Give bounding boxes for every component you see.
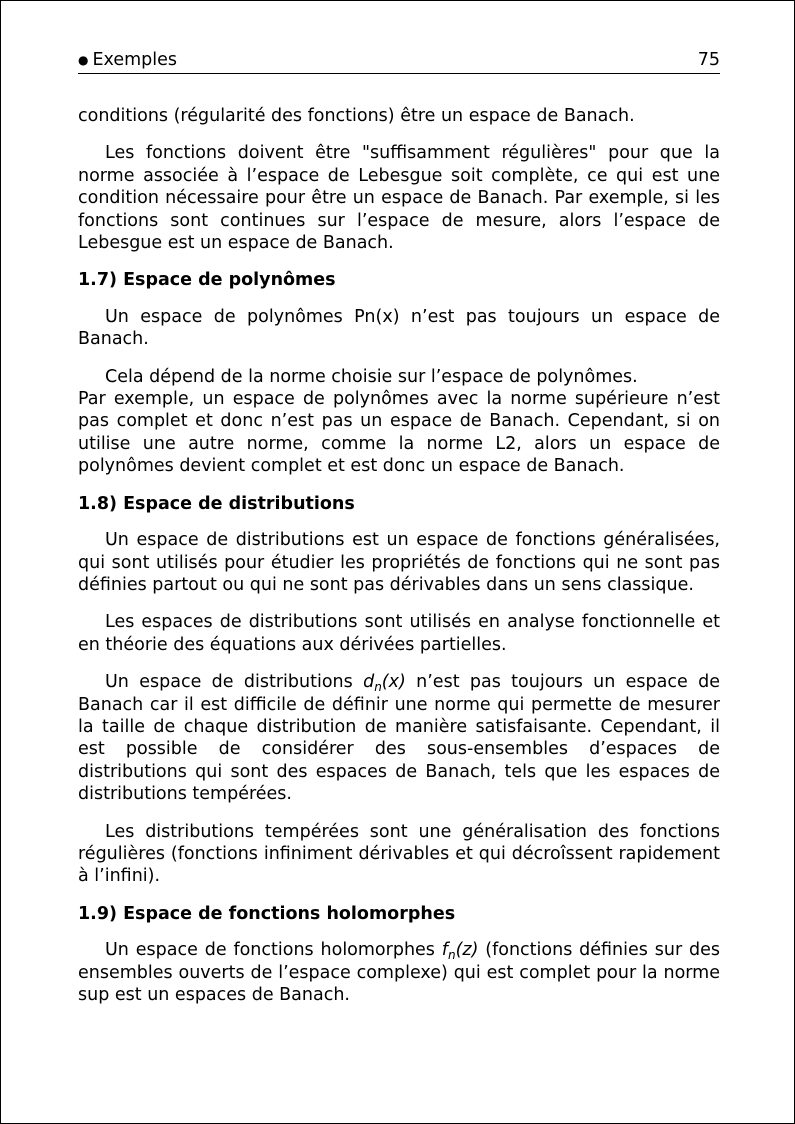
paragraph-distributions-2: Les espaces de distributions sont utilisés en analyse fonctionnelle et en théorie des équations aux dérivées partielles. [78,612,720,655]
paragraph-distributions-1: Un espace de distributions est un espace de fonctions généralisées, qui sont utilisés pour étudier les propriétés de fonctions qui ne sont pas définies partout ou qui ne sont pas dérivables dans un sens classique. [78,530,720,595]
section-heading-1-8: 1.8) Espace de distributions [78,493,355,514]
paragraph-holomorphes [78,939,720,1006]
paragraph-continued: conditions (régularité des fonctions) être un espace de Banach. [78,106,635,126]
page-body [78,105,720,1021]
math-fn-subscript: n [447,948,456,963]
page-number: 75 [697,50,720,70]
math-fn-z [441,940,479,963]
math-dn-arg: (x) [381,672,406,693]
paragraph-holomorphes-start: Un espace de fonctions holomorphes [105,940,442,961]
paragraph-distributions-3-end: n’est pas toujours un espace de Banach car il est difficile de définir une norme qui permette de mesurer la taille de chaque distribution de manière satisfaisante. Cependant, il est possible de considérer des sous-ensembles d’espaces de distributions qui sont des espaces de Banach, tels que les espaces de distributions tempérées. [78,672,720,805]
header-section [78,49,177,71]
paragraph-lebesgue: Les fonctions doivent être "suffisamment régulières" pour que la norme associée à l’espace de Lebesgue soit complète, ce qui est une condition nécessaire pour être un espace de Banach. Par exemple, si les fonctions sont continues sur l’espace de mesure, alors l’espace de Lebesgue est un espace de Banach. [78,143,720,254]
bullet-icon: ● [78,53,89,67]
math-dn-x [363,672,406,695]
paragraph-polynomes-2-rest: Par exemple, un espace de polynômes avec la norme supérieure n’est pas complet et donc n’est pas un espace de Banach. Cependant, si on utilise une autre norme, comme la norme L2, alors un espace de polynômes devient complet et est donc un espace de Banach. [78,389,720,477]
math-fn-base: f [441,940,448,961]
running-header [78,49,720,74]
header-section-title: Exemples [92,50,178,70]
section-heading-1-9: 1.9) Espace de fonctions holomorphes [78,903,456,924]
section-heading-1-7: 1.7) Espace de polynômes [78,270,336,291]
paragraph-polynomes-1: Un espace de polynômes Pn(x) n’est pas toujours un espace de Banach. [78,306,720,350]
math-fn-arg: (z) [455,940,479,961]
paragraph-polynomes-2 [78,366,720,478]
paragraph-distributions-3 [78,671,720,805]
paragraph-distributions-4: Les distributions tempérées sont une généralisation des fonctions régulières (fonctions infiniment dérivables et qui décroîssent rapidement à l’infini). [78,821,720,887]
paragraph-distributions-3-start: Un espace de distributions [105,672,364,693]
math-dn-base: d [363,672,375,693]
math-dn-subscript: n [374,680,382,695]
paragraph-holomorphes-end: (fonctions définies sur des ensembles ouverts de l’espace complexe) qui est complet pour la norme sup est un espaces de Banach. [78,940,721,1005]
paragraph-polynomes-2-first-line: Cela dépend de la norme choisie sur l’espace de polynômes. [105,366,638,387]
